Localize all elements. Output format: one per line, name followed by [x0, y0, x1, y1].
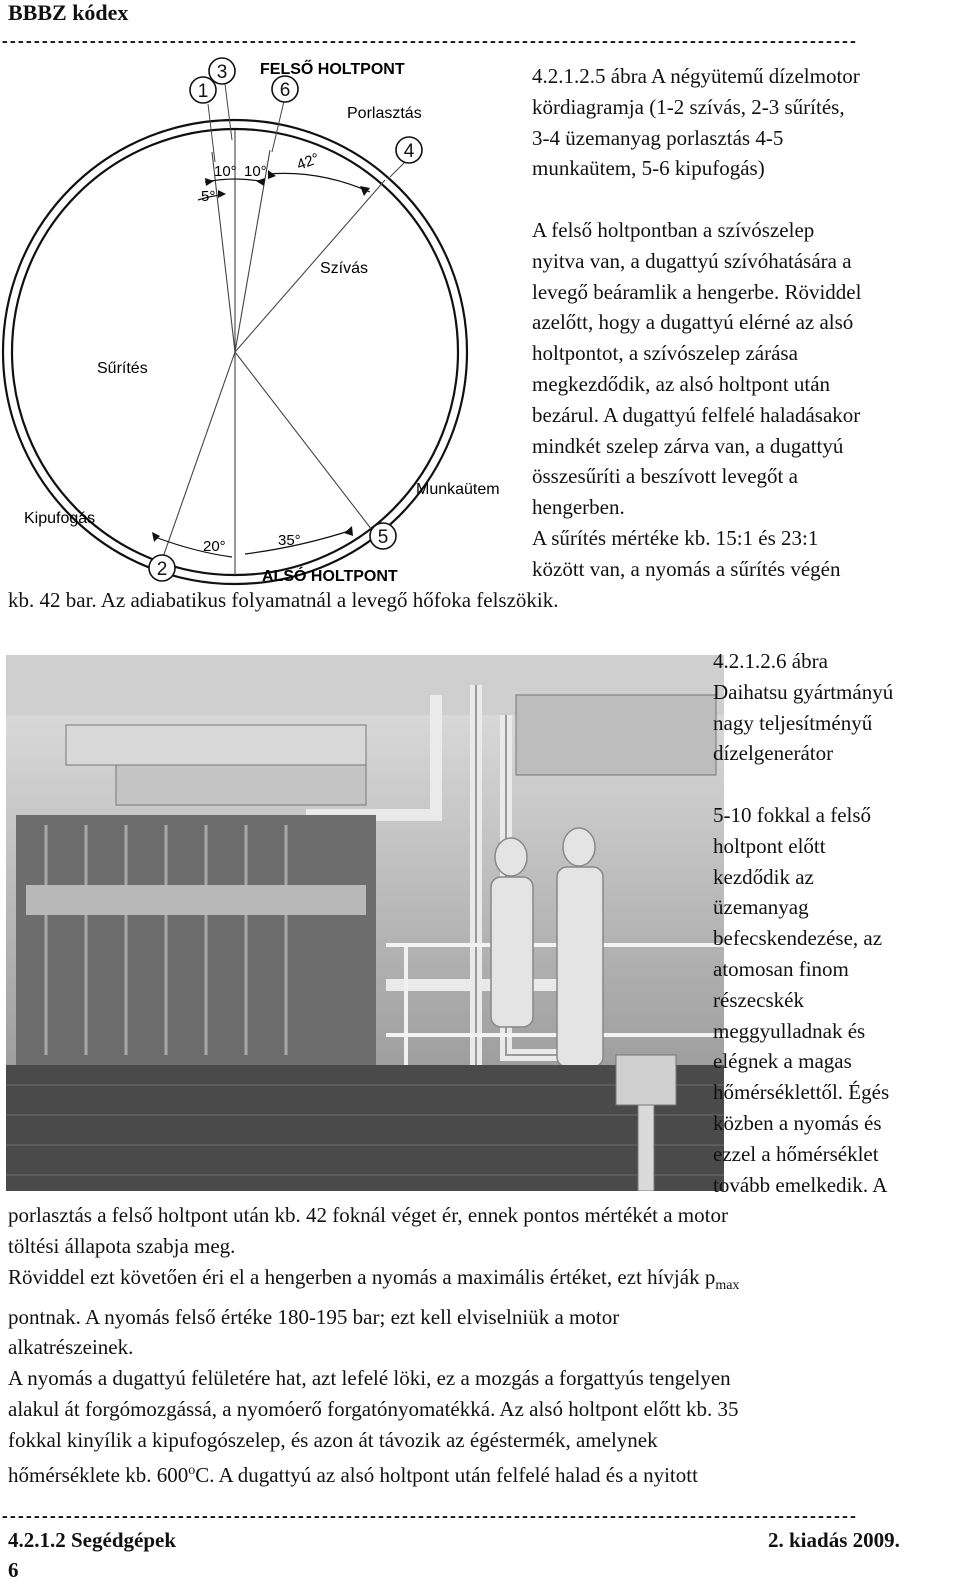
caption-line: 3-4 üzemanyag porlasztás 4-5 — [532, 125, 784, 150]
text-line: közben a nyomás és — [713, 1110, 882, 1135]
text-line: között van, a nyomás a sűrítés végén — [532, 556, 841, 581]
text-line: megkezdődik, az alsó holtpont után — [532, 371, 831, 396]
compression-label: Sűrítés — [97, 360, 148, 377]
text-line: atomosan finom — [713, 956, 849, 981]
body-line: A nyomás a dugattyú felületére hat, azt lefelé löki, ez a mozgás a forgattyús tengelyen — [8, 1366, 731, 1391]
figure1-caption — [532, 61, 952, 184]
text-line: bezárul. A dugattyú felfelé haladásakor — [532, 402, 861, 427]
body-line: alakul át forgómozgássá, a nyomóerő forgatónyomatékká. Az alsó holtpont előtt kb. 35 — [8, 1396, 739, 1421]
text-line: nyitva van, a dugattyú szívóhatására a — [532, 248, 852, 273]
text-line: mindkét szelep zárva van, a dugattyú — [532, 433, 844, 458]
body-line: pontnak. A nyomás felső értéke 180-195 bar; ezt kell elviselniük a motor — [8, 1304, 620, 1329]
angle-20: 20° — [203, 538, 226, 555]
text-line: összesűríti a beszívott levegőt a — [532, 464, 798, 489]
text-line: hengerben. — [532, 495, 625, 520]
point-markers — [149, 58, 422, 581]
body-line: töltési állapota szabja meg. — [8, 1233, 236, 1258]
degree-superscript: o — [188, 1462, 196, 1478]
figure1-text — [532, 215, 952, 585]
text-line: 5-10 fokkal a felső — [713, 803, 872, 827]
body-line-text: Röviddel ezt követően éri el a hengerben a nyomás a maximális értéket, ezt hívják p — [8, 1264, 716, 1289]
injection-label: Porlasztás — [347, 105, 422, 122]
text-line: A felső holtpontban a szívószelep — [532, 218, 815, 242]
bottom-separator: ----------------------------------------------------------------------------------------------------------- — [0, 1508, 857, 1526]
text-line: levegő beáramlik a hengerbe. Röviddel — [532, 279, 862, 304]
text-line: azelőtt, hogy a dugattyú elérné az alsó — [532, 310, 854, 335]
text-line: hőmérséklettől. Égés — [713, 1080, 890, 1105]
point-6-label: 6 — [279, 80, 291, 101]
body-line: alkatrészeinek. — [8, 1335, 134, 1360]
footer-page-number: 6 — [8, 1558, 19, 1582]
figure1-full-line: kb. 42 bar. Az adiabatikus folyamatnál a levegő hőfoka felszökik. — [8, 588, 559, 612]
point-5-label: 5 — [377, 527, 389, 548]
caption-line: kördiagramja (1-2 szívás, 2-3 sűrítés, — [532, 94, 845, 119]
figure2-caption — [713, 646, 953, 769]
body-line-text: C. A dugattyú az alsó holtpont után felfelé halad és a nyitott — [195, 1462, 698, 1487]
pmax-subscript: max — [715, 1277, 740, 1293]
text-line: elégnek a magas — [713, 1049, 852, 1074]
text-line: tovább emelkedik. A — [713, 1172, 888, 1197]
body-line: fokkal kinyílik a kipufogószelep, és azon át távozik az égéstermék, amelynek — [8, 1427, 658, 1452]
caption-line: 4.2.1.2.5 ábra A négyütemű dízelmotor — [532, 64, 860, 88]
text-line: holtpont előtt — [713, 833, 826, 858]
bottom-dead-center-label: ALSÓ HOLTPONT — [262, 568, 398, 585]
arrow-heads — [152, 170, 370, 542]
top-separator: ----------------------------------------------------------------------------------------------------------- — [0, 33, 857, 51]
engine-room-photo — [6, 655, 724, 1191]
body-line — [8, 1262, 953, 1302]
point-2-label: 2 — [156, 559, 168, 580]
point-1-label: 1 — [197, 81, 209, 102]
text-line: üzemanyag — [713, 895, 809, 920]
caption-line: munkaütem, 5-6 kipufogás) — [532, 156, 765, 181]
text-line: A sűrítés mértéke kb. 15:1 és 23:1 — [532, 525, 819, 550]
body-text — [8, 1200, 953, 1490]
radial-lines — [162, 130, 385, 575]
cycle-diagram — [0, 52, 530, 597]
text-line: kezdődik az — [713, 864, 814, 889]
angle-arcs — [155, 173, 370, 557]
caption-line: Daihatsu gyártmányú — [713, 679, 894, 704]
angle-42: 42° — [294, 150, 322, 174]
point-4-label: 4 — [403, 141, 415, 162]
top-dead-center-label: FELSŐ HOLTPONT — [260, 61, 405, 78]
text-line: holtpontot, a szívószelep zárása — [532, 341, 798, 366]
text-line: részecskék — [713, 987, 804, 1012]
text-line: meggyulladnak és — [713, 1018, 866, 1043]
footer-section: 4.2.1.2 Segédgépek — [8, 1528, 176, 1552]
angle-10-left: 10° — [214, 163, 237, 180]
text-line: befecskendezése, az — [713, 926, 883, 951]
intake-label: Szívás — [320, 260, 369, 277]
angle-10-right: 10° — [244, 163, 267, 180]
angle-35: 35° — [278, 532, 301, 549]
point-3-label: 3 — [216, 62, 228, 83]
footer-edition: 2. kiadás 2009. — [768, 1528, 900, 1552]
body-line — [8, 1456, 953, 1491]
caption-line: dízelgenerátor — [713, 741, 834, 766]
power-stroke-label: Munkaütem — [416, 481, 500, 498]
text-line: ezzel a hőmérséklet — [713, 1141, 879, 1166]
angle-5: 5° — [201, 188, 216, 205]
exhaust-label: Kipufogás — [24, 510, 96, 527]
leader-lines — [208, 84, 405, 534]
figure2-text — [713, 800, 953, 1200]
document-header-title: BBBZ kódex — [8, 0, 129, 25]
body-line-text: hőmérséklete kb. 600 — [8, 1462, 189, 1487]
caption-line: 4.2.1.2.6 ábra — [713, 649, 828, 673]
body-line: porlasztás a felső holtpont után kb. 42 foknál véget ér, ennek pontos mértékét a motor — [8, 1203, 728, 1227]
caption-line: nagy teljesítményű — [713, 710, 873, 735]
